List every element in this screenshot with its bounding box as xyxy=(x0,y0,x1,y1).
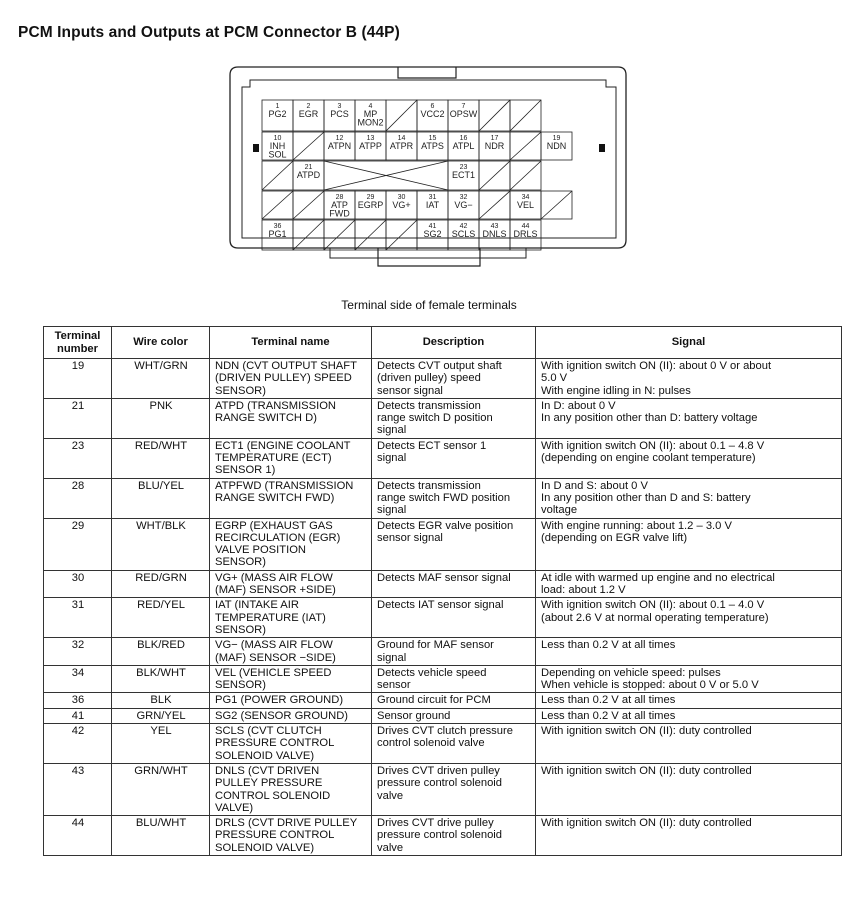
terminal-number: 36 xyxy=(44,693,112,708)
pin-number: 10 xyxy=(273,135,282,142)
pin-label: SOL xyxy=(268,149,287,160)
pin-number: 3 xyxy=(337,103,342,110)
unused-cavity-mark xyxy=(510,100,541,131)
table-row xyxy=(44,359,842,399)
pin-number: 4 xyxy=(368,103,373,110)
table-row xyxy=(44,570,842,598)
terminal-number: 41 xyxy=(44,708,112,723)
signal: Depending on vehicle speed: pulses When vehicle is stopped: about 0 V or 5.0 V xyxy=(536,665,842,693)
pin-label: VG+ xyxy=(392,200,411,210)
wire-color: PNK xyxy=(112,398,210,438)
pin-number: 16 xyxy=(459,135,468,142)
wire-color: BLK xyxy=(112,693,210,708)
pin-label: SCLS xyxy=(451,229,476,239)
table-row xyxy=(44,438,842,478)
terminal-number: 31 xyxy=(44,598,112,638)
left-lock xyxy=(253,144,259,152)
terminal-number: 23 xyxy=(44,438,112,478)
unused-cavity-mark xyxy=(324,220,355,250)
terminal-table xyxy=(43,326,842,856)
signal: With ignition switch ON (II): about 0.1 – 4.8 V (depending on engine coolant temperature) xyxy=(536,438,842,478)
terminal-name: IAT (INTAKE AIR TEMPERATURE (IAT) SENSOR) xyxy=(210,598,372,638)
terminal-name: DNLS (CVT DRIVEN PULLEY PRESSURE CONTROL SOLENOID VALVE) xyxy=(210,763,372,815)
pin-number: 29 xyxy=(366,194,375,201)
description: Detects ECT sensor 1 signal xyxy=(372,438,536,478)
unused-cavity-mark xyxy=(541,191,572,219)
signal: With ignition switch ON (II): duty controlled xyxy=(536,816,842,856)
bottom-tab xyxy=(378,248,480,266)
description: Drives CVT clutch pressure control solenoid valve xyxy=(372,724,536,764)
pin-label: ATPD xyxy=(296,170,321,180)
signal: Less than 0.2 V at all times xyxy=(536,693,842,708)
wire-color: RED/WHT xyxy=(112,438,210,478)
signal: With ignition switch ON (II): duty controlled xyxy=(536,724,842,764)
pin-label: ATPR xyxy=(389,141,414,151)
terminal-name: ATPD (TRANSMISSION RANGE SWITCH D) xyxy=(210,398,372,438)
unused-cavity-mark xyxy=(510,132,541,160)
pin-label: OPSW xyxy=(449,109,478,119)
pin-number: 1 xyxy=(275,103,280,110)
pin-label: DRLS xyxy=(513,229,538,239)
wire-color: RED/GRN xyxy=(112,570,210,598)
header-signal: Signal xyxy=(536,327,842,359)
pin-number: 36 xyxy=(273,223,282,230)
terminal-number: 21 xyxy=(44,398,112,438)
connector-diagram xyxy=(226,62,630,272)
header-wire-color: Wire color xyxy=(112,327,210,359)
table-row xyxy=(44,478,842,518)
wire-color: GRN/YEL xyxy=(112,708,210,723)
right-lock xyxy=(599,144,605,152)
signal: In D and S: about 0 V In any position other than D and S: battery voltage xyxy=(536,478,842,518)
description: Detects IAT sensor signal xyxy=(372,598,536,638)
pin-number: 13 xyxy=(366,135,375,142)
table-row xyxy=(44,398,842,438)
pin-label: EGRP xyxy=(357,200,384,210)
table-row xyxy=(44,708,842,723)
pin-number: 2 xyxy=(306,103,311,110)
header-terminal-number: Terminal number xyxy=(44,327,112,359)
pin-label: ATPP xyxy=(359,141,382,151)
wire-color: YEL xyxy=(112,724,210,764)
terminal-name: VG+ (MASS AIR FLOW (MAF) SENSOR +SIDE) xyxy=(210,570,372,598)
pin-number: 30 xyxy=(397,194,406,201)
description: Detects vehicle speed sensor xyxy=(372,665,536,693)
pin-number: 7 xyxy=(461,103,466,110)
signal: Less than 0.2 V at all times xyxy=(536,638,842,666)
wire-color: BLK/WHT xyxy=(112,665,210,693)
pin-number: 21 xyxy=(304,164,313,171)
unused-cavity-mark xyxy=(293,220,324,250)
terminal-name: ATPFWD (TRANSMISSION RANGE SWITCH FWD) xyxy=(210,478,372,518)
description: Ground for MAF sensor signal xyxy=(372,638,536,666)
unused-cavity-mark xyxy=(262,191,293,219)
description: Detects CVT output shaft (driven pulley) speed sensor signal xyxy=(372,359,536,399)
table-row xyxy=(44,518,842,570)
description: Detects transmission range switch D position signal xyxy=(372,398,536,438)
top-latch xyxy=(398,67,456,78)
pin-label: MON2 xyxy=(357,117,384,128)
table-row xyxy=(44,598,842,638)
connector-face xyxy=(226,62,630,272)
pin-label: ATPS xyxy=(421,141,444,151)
pin-label: PG2 xyxy=(268,109,287,119)
pin-number: 6 xyxy=(430,103,435,110)
pin-number: 23 xyxy=(459,164,468,171)
unused-cavity-mark xyxy=(386,220,417,250)
wire-color: GRN/WHT xyxy=(112,763,210,815)
pin-label: FWD xyxy=(329,208,350,219)
pin-label: DNLS xyxy=(482,229,507,239)
pin-label: PG1 xyxy=(268,229,287,239)
signal: At idle with warmed up engine and no electrical load: about 1.2 V xyxy=(536,570,842,598)
terminal-number: 43 xyxy=(44,763,112,815)
pin-label: SG2 xyxy=(423,229,442,239)
pin-label: NDR xyxy=(484,141,505,151)
terminal-name: PG1 (POWER GROUND) xyxy=(210,693,372,708)
pin-number: 32 xyxy=(459,194,468,201)
diagram-caption: Terminal side of female terminals xyxy=(341,298,517,312)
unused-cavity-mark xyxy=(386,100,417,131)
table-row xyxy=(44,638,842,666)
signal: With ignition switch ON (II): duty controlled xyxy=(536,763,842,815)
table-row xyxy=(44,724,842,764)
unused-cavity-mark xyxy=(479,191,510,219)
description: Ground circuit for PCM xyxy=(372,693,536,708)
description: Detects MAF sensor signal xyxy=(372,570,536,598)
description: Drives CVT drive pulley pressure control solenoid valve xyxy=(372,816,536,856)
wire-color: RED/YEL xyxy=(112,598,210,638)
terminal-name: EGRP (EXHAUST GAS RECIRCULATION (EGR) VALVE POSITION SENSOR) xyxy=(210,518,372,570)
signal: With engine running: about 1.2 – 3.0 V (depending on EGR valve lift) xyxy=(536,518,842,570)
terminal-number: 42 xyxy=(44,724,112,764)
terminal-name: SG2 (SENSOR GROUND) xyxy=(210,708,372,723)
pin-label: PCS xyxy=(330,109,349,119)
unused-cavity-mark xyxy=(355,220,386,250)
pin-label: MP xyxy=(363,109,378,119)
table-row xyxy=(44,665,842,693)
terminal-number: 29 xyxy=(44,518,112,570)
terminal-name: NDN (CVT OUTPUT SHAFT (DRIVEN PULLEY) SPEED SENSOR) xyxy=(210,359,372,399)
pin-number: 44 xyxy=(521,223,530,230)
terminal-name: VG− (MASS AIR FLOW (MAF) SENSOR −SIDE) xyxy=(210,638,372,666)
unused-cavity-mark xyxy=(262,161,293,190)
signal: In D: about 0 V In any position other than D: battery voltage xyxy=(536,398,842,438)
terminal-number: 34 xyxy=(44,665,112,693)
terminal-number: 19 xyxy=(44,359,112,399)
housing-outline xyxy=(230,67,626,248)
pin-label: ATPN xyxy=(327,141,352,151)
terminal-number: 44 xyxy=(44,816,112,856)
terminal-name: ECT1 (ENGINE COOLANT TEMPERATURE (ECT) SENSOR 1) xyxy=(210,438,372,478)
pin-number: 34 xyxy=(521,194,530,201)
pin-number: 31 xyxy=(428,194,437,201)
wire-color: WHT/BLK xyxy=(112,518,210,570)
table-row xyxy=(44,763,842,815)
signal: With ignition switch ON (II): about 0 V or about 5.0 V With engine idling in N: pulses xyxy=(536,359,842,399)
wire-color: BLU/WHT xyxy=(112,816,210,856)
signal: Less than 0.2 V at all times xyxy=(536,708,842,723)
terminal-name: SCLS (CVT CLUTCH PRESSURE CONTROL SOLENOID VALVE) xyxy=(210,724,372,764)
unused-cavity-mark xyxy=(479,100,510,131)
pin-label: ATPL xyxy=(452,141,475,151)
pin-label: ATP xyxy=(331,200,348,210)
description: Detects EGR valve position sensor signal xyxy=(372,518,536,570)
header-terminal-name: Terminal name xyxy=(210,327,372,359)
pin-number: 28 xyxy=(335,194,344,201)
description: Detects transmission range switch FWD position signal xyxy=(372,478,536,518)
description: Drives CVT driven pulley pressure control solenoid valve xyxy=(372,763,536,815)
wire-color: WHT/GRN xyxy=(112,359,210,399)
bottom-rail xyxy=(330,248,526,258)
table-row xyxy=(44,693,842,708)
unused-cavity-mark xyxy=(293,132,324,160)
pin-number: 41 xyxy=(428,223,437,230)
wire-color: BLU/YEL xyxy=(112,478,210,518)
pin-label: VG− xyxy=(454,200,473,210)
unused-cavity-mark xyxy=(479,161,510,190)
pin-number: 17 xyxy=(490,135,499,142)
terminal-number: 30 xyxy=(44,570,112,598)
pin-number: 14 xyxy=(397,135,406,142)
terminal-grid xyxy=(262,100,572,250)
unused-cavity-mark xyxy=(510,161,541,190)
table-header-row xyxy=(44,327,842,359)
pin-label: VCC2 xyxy=(420,109,445,119)
wire-color: BLK/RED xyxy=(112,638,210,666)
pin-label: ECT1 xyxy=(451,170,476,180)
pin-number: 42 xyxy=(459,223,468,230)
terminal-number: 28 xyxy=(44,478,112,518)
pin-number: 43 xyxy=(490,223,499,230)
terminal-number: 32 xyxy=(44,638,112,666)
pin-number: 15 xyxy=(428,135,437,142)
unused-cavity-mark xyxy=(293,191,324,219)
pin-label: NDN xyxy=(546,141,567,151)
terminal-name: DRLS (CVT DRIVE PULLEY PRESSURE CONTROL SOLENOID VALVE) xyxy=(210,816,372,856)
pin-label: EGR xyxy=(298,109,319,119)
pin-label: IAT xyxy=(425,200,440,210)
terminal-name: VEL (VEHICLE SPEED SENSOR) xyxy=(210,665,372,693)
pin-label: VEL xyxy=(516,200,535,210)
description: Sensor ground xyxy=(372,708,536,723)
pin-number: 19 xyxy=(552,135,561,142)
table-row xyxy=(44,816,842,856)
header-description: Description xyxy=(372,327,536,359)
pin-number: 12 xyxy=(335,135,344,142)
pin-label: INH xyxy=(269,141,286,151)
signal: With ignition switch ON (II): about 0.1 – 4.0 V (about 2.6 V at normal operating temperature) xyxy=(536,598,842,638)
page-title: PCM Inputs and Outputs at PCM Connector B (44P) xyxy=(18,24,400,41)
